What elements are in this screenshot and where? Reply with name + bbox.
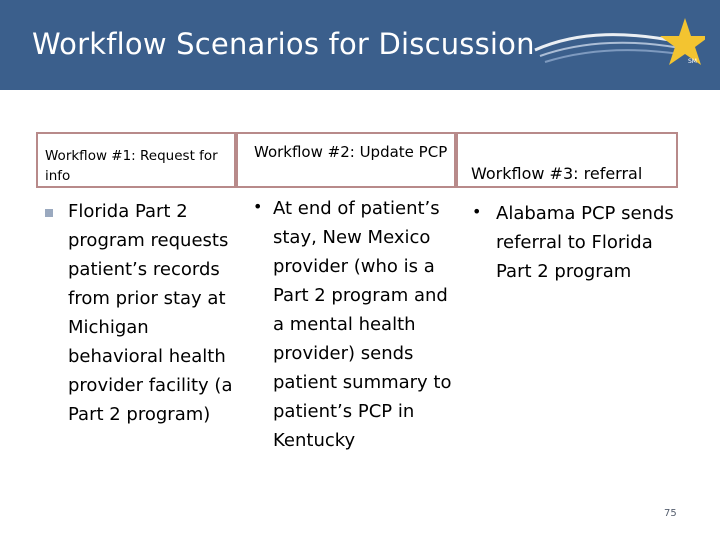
dot-bullet-icon: • <box>472 202 482 221</box>
square-bullet-icon <box>45 209 53 217</box>
star-swoosh-logo-icon <box>530 10 705 80</box>
workflow-1-header-box: Workflow #1: Request for info <box>36 132 236 188</box>
workflow-2-description: At end of patient’s stay, New Mexico provider (who is a Part 2 program and a mental health provider) sends patient summary to patient’s PCP in Kentucky <box>273 198 452 451</box>
workflow-3-header-box: Workflow #3: referral <box>456 132 678 188</box>
page-number: 75 <box>664 508 677 519</box>
workflow-1-description: Florida Part 2 program requests patient’s records from prior stay at Michigan behavioral health provider facility (a Part 2 program) <box>68 201 233 425</box>
slide-title: Workflow Scenarios for Discussion <box>32 27 535 61</box>
workflow-3-description: Alabama PCP sends referral to Florida Part 2 program <box>496 203 674 282</box>
title-bar <box>0 0 720 90</box>
workflow-2-header-box: Workflow #2: Update PCP <box>236 132 456 188</box>
service-mark: SM <box>688 58 697 65</box>
dot-bullet-icon: • <box>253 197 263 216</box>
